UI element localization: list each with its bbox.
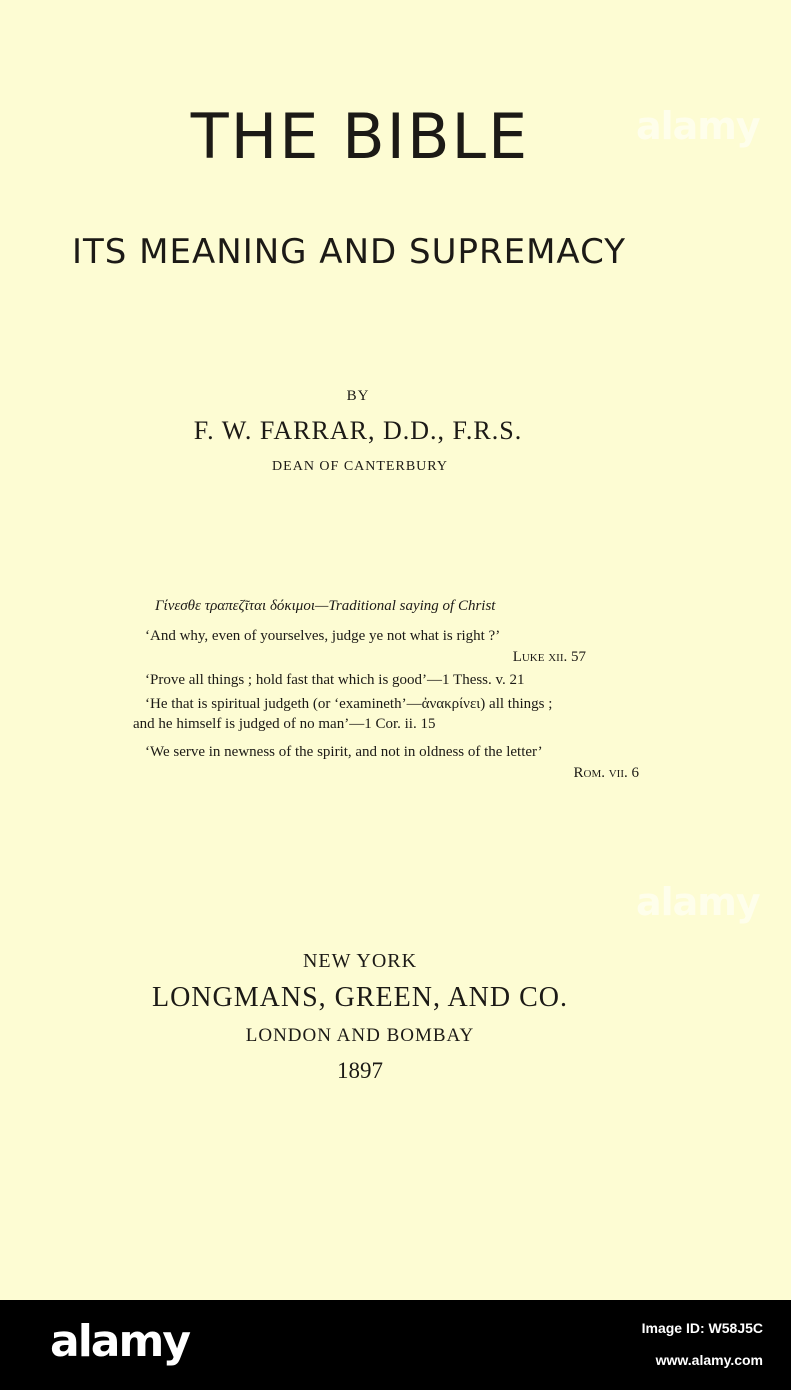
imprint-place: NEW YORK <box>302 950 418 972</box>
book-title: THE BIBLE <box>190 100 530 173</box>
quote-rom: ‘We serve in newness of the spirit, and not in oldness of the letter’ <box>145 744 543 760</box>
quote-cor-line2: and he himself is judged of no man’—1 Cor. ii. 15 <box>133 716 436 732</box>
quote-luke-ref: Luke xii. 57 <box>512 649 586 665</box>
imprint-year: 1897 <box>337 1058 383 1083</box>
greek-saying-line <box>155 598 495 615</box>
author-name: F. W. FARRAR, D.D., F.R.S. <box>193 416 523 445</box>
author-role: DEAN OF CANTERBURY <box>272 459 448 474</box>
greek-attribution: —Traditional saying of Christ <box>315 598 496 614</box>
quote-thess: ‘Prove all things ; hold fast that which is good’—1 Thess. v. 21 <box>145 672 525 688</box>
quote-luke: ‘And why, even of yourselves, judge ye not what is right ?’ <box>145 628 501 644</box>
book-subtitle: ITS MEANING AND SUPREMACY <box>72 232 626 272</box>
greek-saying: Γίνεσθε τραπεζῖται δόκιμοι <box>155 598 315 614</box>
imprint-publisher: LONGMANS, GREEN, AND CO. <box>151 982 568 1013</box>
site-url: www.alamy.com <box>655 1352 763 1368</box>
watermark: alamy <box>636 104 760 148</box>
by-label: BY <box>346 388 370 404</box>
watermark: alamy <box>636 880 760 924</box>
alamy-logo: alamy <box>50 1316 189 1367</box>
quote-rom-ref: Rom. vii. 6 <box>573 765 639 781</box>
quote-cor-line1: ‘He that is spiritual judgeth (or ‘examineth’—ἀνακρίνει) all things ; <box>145 696 553 712</box>
stock-footer <box>0 1300 791 1390</box>
image-id: Image ID: W58J5C <box>641 1320 763 1336</box>
imprint-cities: LONDON AND BOMBAY <box>245 1025 475 1046</box>
